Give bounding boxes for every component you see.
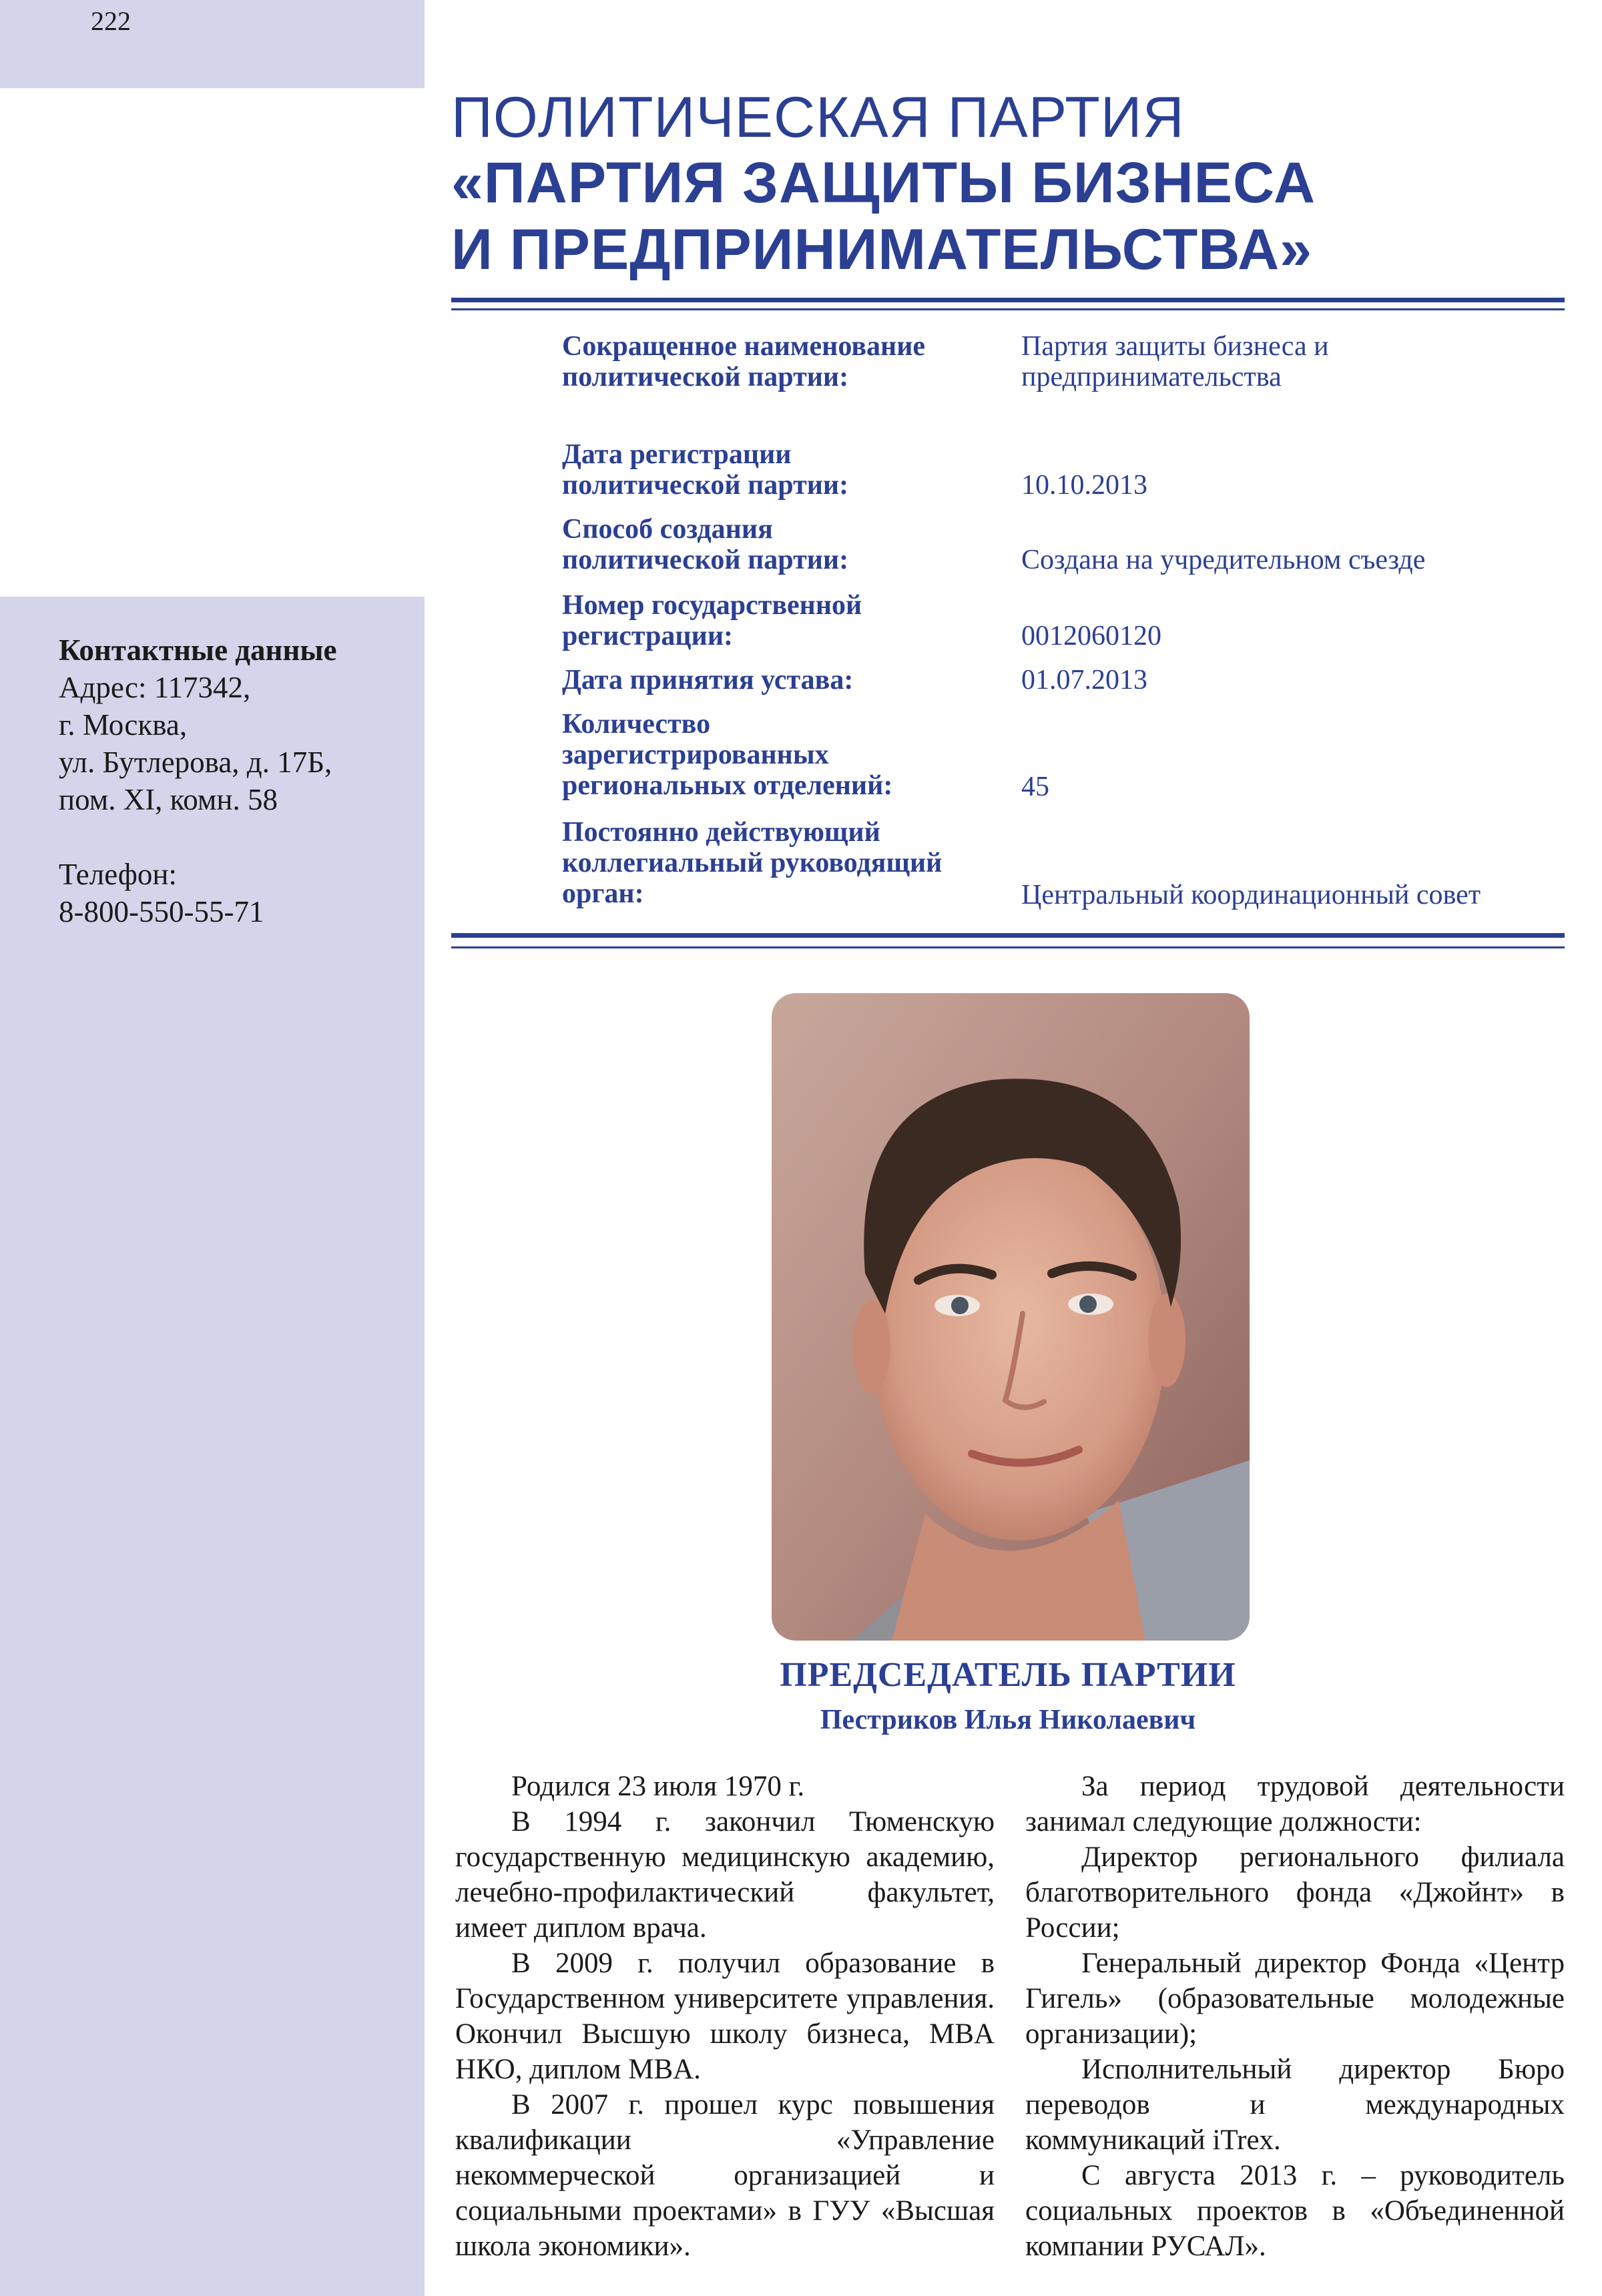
divider [451,946,1565,948]
bio-paragraph: В 1994 г. закончил Тюменскую государственную медицинскую академию, лечебно-профилактический факультет, имеет диплом врача. [455,1806,995,1944]
bio-paragraph: В 2007 г. прошел курс повышения квалификации «Управление некоммерческой организацией и социальными проектами» в ГУУ «Высшая школа экономики». [455,2089,995,2262]
info-value: 0012060120 [1021,621,1161,651]
divider [451,308,1565,310]
address-line: ул. Бутлерова, д. 17Б, [59,746,332,779]
divider [451,298,1565,302]
info-label: Постоянно действующий коллегиальный руководящий орган: [562,817,943,909]
phone-label: Телефон: [59,858,177,891]
contacts-block [59,631,419,930]
phone-number: 8-800-550-55-71 [59,895,264,928]
info-label: Способ создания политической партии: [562,514,849,575]
info-label: Дата регистрации политической партии: [562,439,849,501]
address-line: Адрес: 117342, [59,671,251,704]
page-number-tab [0,0,425,88]
chairman-photo [772,993,1250,1641]
bio-paragraph: За период трудовой деятельности занимал следующие должности: [1025,1771,1565,1837]
bio-paragraph: Родился 23 июля 1970 г. [511,1771,805,1802]
bio-paragraph: Исполнительный директор Бюро переводов и международных коммуникаций iTrex. [1025,2054,1565,2156]
bio-paragraph: В 2009 г. получил образование в Государственном университете управления. Окончил Высшую школу бизнеса, MBA НКО, диплом MBA. [455,1948,995,2085]
page-number: 222 [91,6,131,36]
info-value: Центральный координационный совет [1021,880,1481,910]
info-value: 45 [1021,772,1049,802]
party-title [451,85,1586,283]
info-label: Номер государственной регистрации: [562,590,862,651]
address-line: пом. XI, комн. 58 [59,783,278,816]
info-value: Создана на учредительном съезде [1021,545,1426,575]
info-value: 10.10.2013 [1021,470,1147,501]
bio-paragraph: Генеральный директор Фонда «Центр Гигель» (образовательные молодежные организации); [1025,1948,1565,2050]
contacts-heading: Контактные данные [59,633,337,667]
bio-paragraph: Директор регионального филиала благотворительного фонда «Джойнт» в России; [1025,1841,1565,1944]
divider [451,933,1565,938]
info-label: Сокращенное наименование политической партии: [562,331,926,392]
biography-right-column [1025,1769,1565,2264]
info-label: Количество зарегистрированных региональных отделений: [562,709,893,801]
party-title-line: ПОЛИТИЧЕСКАЯ ПАРТИЯ [451,85,1185,150]
party-title-line: «ПАРТИЯ ЗАЩИТЫ БИЗНЕСА [451,151,1316,215]
bio-paragraph: С августа 2013 г. – руководитель социальных проектов в «Объединенной компании РУСАЛ». [1025,2160,1565,2262]
info-label: Дата принятия устава: [562,665,854,695]
chairman-heading: ПРЕДСЕДАТЕЛЬ ПАРТИИ [780,1656,1236,1694]
info-value: 01.07.2013 [1021,665,1147,695]
party-title-line: И ПРЕДПРИНИМАТЕЛЬСТВА» [451,218,1313,282]
address-line: г. Москва, [59,708,188,742]
info-value: Партия защиты бизнеса и предпринимательства [1021,331,1329,392]
chairman-name: Пестриков Илья Николаевич [820,1705,1196,1735]
biography-left-column [455,1769,995,2264]
